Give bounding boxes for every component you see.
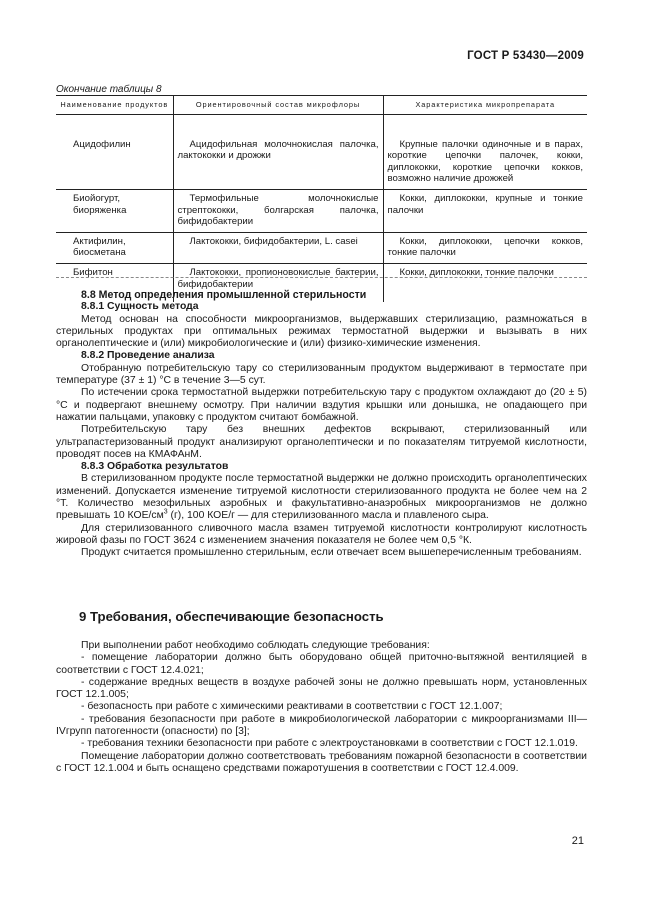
paragraph: Для стерилизованного сливочного масла взамен титруемой кислотности контролируют кислотность жировой фазы по ГОСТ 3624 с изменением значения показателя не более чем 0,5 °К. [56,522,587,546]
cell-product: Биойогурт, биоряженка [56,189,173,232]
subsection-heading-8-8-3: 8.8.3 Обработка результатов [81,461,229,473]
section-heading-8-8: 8.8 Метод определения промышленной стерильности [81,289,367,301]
table-row [56,189,587,232]
table-row [56,232,587,263]
cell-characteristic: Кокки, диплококки, цепочки кокков, тонкие палочки [383,232,587,263]
page-header-standard: ГОСТ Р 53430—2009 [467,50,584,62]
section-heading-9: 9 Требования, обеспечивающие безопасность [79,609,384,624]
paragraph: Помещение лаборатории должно соответствовать требованиям пожарной безопасности в соответствии с ГОСТ 12.1.004 и быть оснащено средствами пожаротушения в соответствии с ГОСТ 12.4.009. [56,750,587,774]
cell-characteristic: Крупные палочки одиночные и в парах, короткие цепочки палочек, кокки, диплококки, короткие цепочки кокков, возможно наличие дрожжей [383,114,587,189]
list-item: - требования безопасности при работе в микробиологической лаборатории с микроорганизмами III—IVгрупп патогенности (опасности) по [3]; [56,713,587,738]
section-9 [56,640,587,775]
table-end-rule [56,277,587,278]
paragraph: При выполнении работ необходимо соблюдать следующие требования: [81,640,430,651]
cell-flora: Ацидофильная молочнокислая палочка, лактококки и дрожжи [173,114,383,189]
table-row [56,114,587,189]
list-item: - помещение лаборатории должно быть оборудовано общей приточно-вытяжной вентиляцией в соответствии с ГОСТ 12.4.021; [56,652,587,676]
cell-flora: Термофильные молочнокислые стрептококки, болгарская палочка, бифидобактерии [173,189,383,232]
paragraph: Метод основан на способности микроорганизмов, выдержавших стерилизацию, размножаться в стерильных продуктах при оптимальных режимах термостатной выдержки и вызывать в них органолептические и (или) микробиологические и (или) физико-химические изменения. [56,313,587,350]
column-header-characteristic: Характеристика микропрепарата [383,96,587,115]
cell-product: Ацидофилин [73,138,131,150]
subsection-heading-8-8-1: 8.8.1 Сущность метода [81,301,199,313]
cell-flora: Лактококки, пропионовокислые бактерии, бифидобактерии [173,263,383,302]
subsection-heading-8-8-2: 8.8.2 Проведение анализа [81,350,215,362]
microflora-table [56,95,587,302]
table-header-row [56,96,587,115]
table-caption: Окончание таблицы 8 [56,84,162,95]
paragraph: Потребительскую тару без внешних дефектов вскрывают, стерилизованный или ультрапастеризованный продукт анализируют органолептически и по показателям титруемой кислотности, проводят посев на КМАФАнМ. [56,424,587,460]
section-8-8 [56,289,587,560]
cell-flora: Лактококки, бифидобактерии, L. casei [173,232,383,263]
list-item: - требования техники безопасности при работе с электроустановками в соответствии с ГОСТ 12.1.019. [81,738,578,750]
column-header-flora: Ориентировочный состав микрофлоры [173,96,383,115]
paragraph: В стерилизованном продукте после термостатной выдержки не должно происходить органолептических изменений. Допускается изменение титруемой кислотности стерилизованного продукта не более чем на 2 °Т. Количество мезофильных аэробных и факультативно-анаэробных микроорганизмов не должно превышать 10 КОЕ/$см^3$ (г), 100 КОЕ/г — для стерилизованного масла и плавленого сыра. [56,473,587,522]
cell-characteristic: Кокки, диплококки, тонкие палочки [383,263,587,302]
list-item: - безопасность при работе с химическими реактивами в соответствии с ГОСТ 12.1.007; [81,701,503,713]
cell-product: Актифилин, биосметана [56,232,173,263]
cell-product: Бифитон [56,263,173,302]
list-item: - содержание вредных веществ в воздухе рабочей зоны не должно превышать норм, установленных ГОСТ 12.1.005; [56,676,587,701]
paragraph: Продукт считается промышленно стерильным, если отвечает всем вышеперечисленным требованиям. [81,547,582,559]
paragraph: Отобранную потребительскую тару со стерилизованным продуктом выдерживают в термостате при температуре (37 ± 1) °С в течение 3—5 сут. [56,362,587,387]
cell-characteristic: Кокки, диплококки, крупные и тонкие палочки [383,189,587,232]
paragraph: По истечении срока термостатной выдержки потребительскую тару с продуктом охлаждают до (20 ± 5) °С и подвергают внешнему осмотру. При наличии вздутия крышки или донышка, не опадающего при нажатии пальцами, упаковку с продуктом считают бомбажной. [56,387,587,423]
page-number: 21 [571,835,584,847]
column-header-product: Наименование продуктов [56,96,173,115]
